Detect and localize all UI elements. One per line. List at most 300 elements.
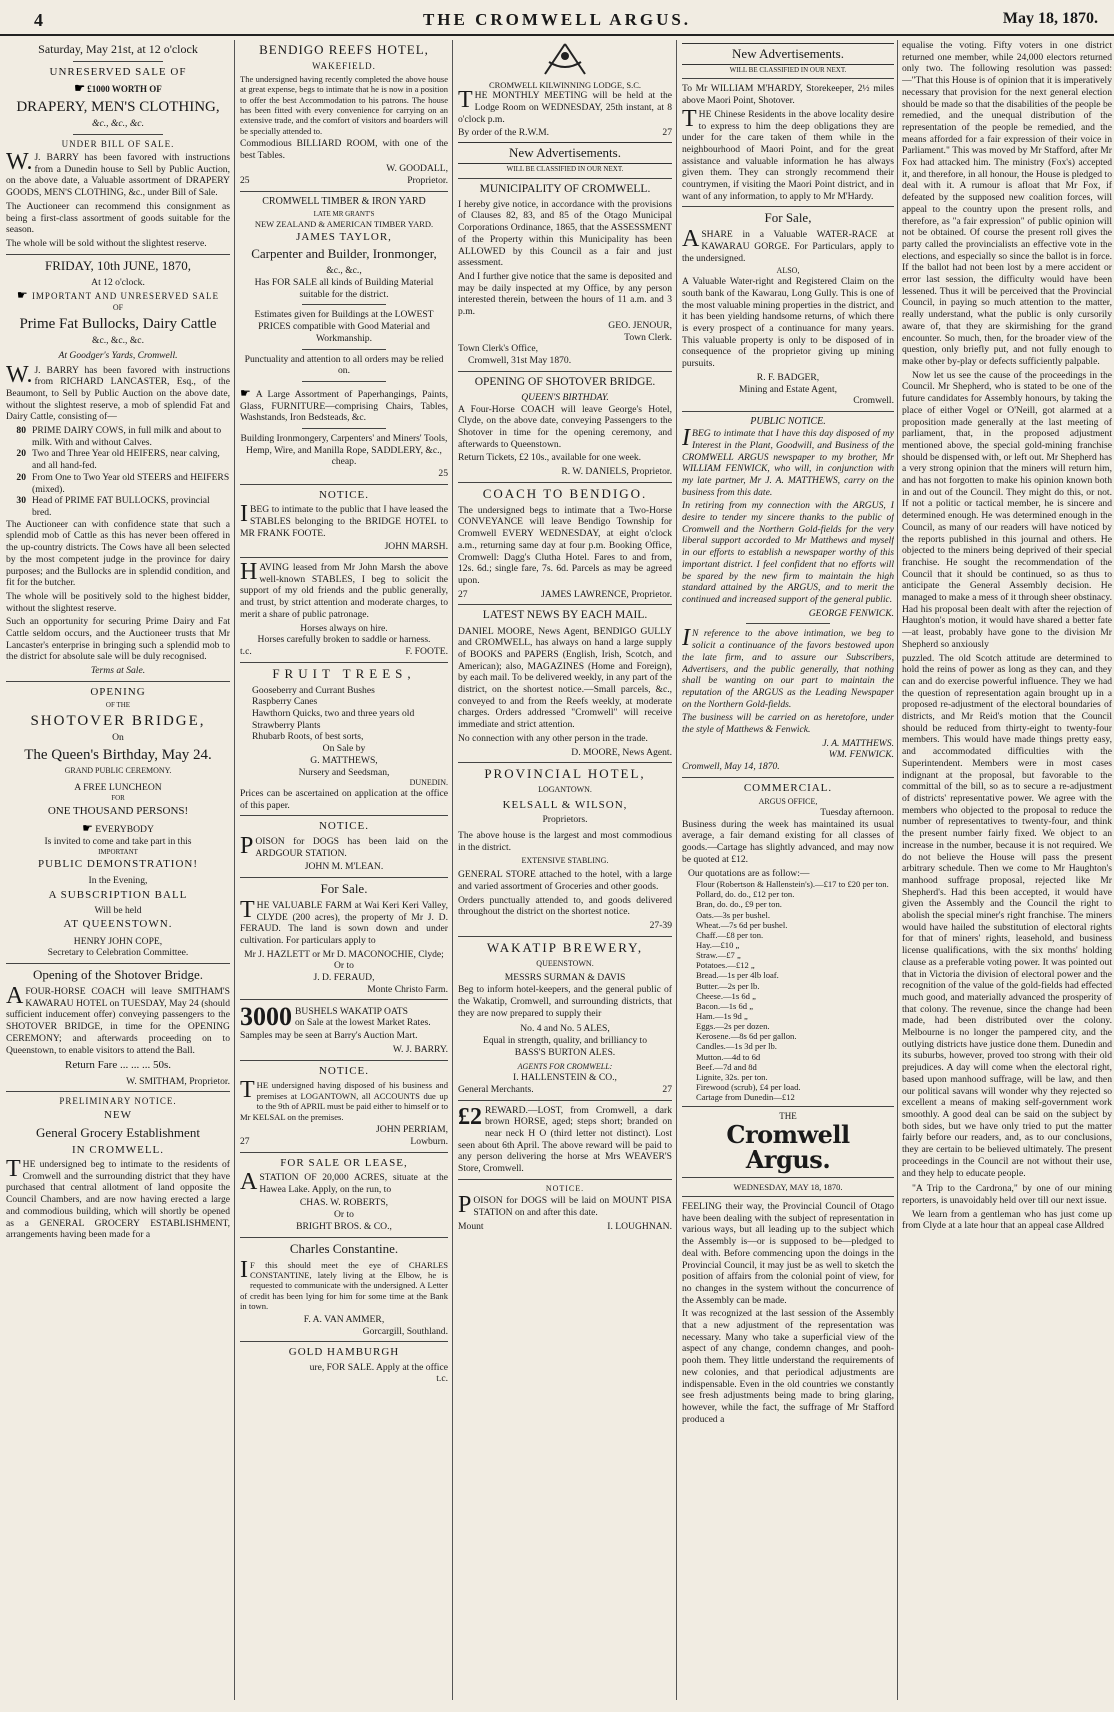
advert-lodge (458, 42, 672, 139)
bridge-important: IMPORTANT (98, 847, 138, 856)
perriam-head: NOTICE. (318, 1064, 370, 1077)
station-head: FOR SALE OR LEASE, (280, 1156, 408, 1169)
divider (240, 877, 448, 878)
price-row: Hay.—£10 „ (696, 940, 740, 951)
section-commercial (682, 782, 894, 1102)
shotover-title: OPENING OF SHOTOVER BRIDGE. (474, 375, 656, 388)
brewery-names: MESSRS SURMAN & DAVIS (504, 972, 626, 984)
newspaper-title: THE CROMWELL ARGUS. (422, 10, 692, 29)
column-4 (682, 40, 894, 1712)
hotel-role: Proprietor. (407, 175, 448, 187)
new-ads-heading: New Advertisements. (682, 43, 894, 65)
fruit-onsale: On Sale by (322, 743, 366, 755)
price-row: Chaff.—£8 per ton. (696, 929, 764, 940)
hotel-footer (240, 175, 448, 187)
coach-body: AFOUR-HORSE COACH will leave SMITHAM'S KAWARAU HOTEL on TUESDAY, May 24 (should sufficient inducement offer) conveying passengers to the SHOTOVER BRIDGE, in time for the OPENING CEREMONY; and afterwards proceeding on to Queenstown, to enable visitors to attend the Ball. (6, 983, 230, 1056)
bendigo-coach-body: The undersigned begs to intimate that a Two-Horse CONVEYANCE will leave Bendigo Township for Cromwell EVERY WEDNESDAY, at eight o'clock a.m., returning same day at four p.m. Booking Office, Cromwell: Dagg's Clutha Hotel. Fares to and from, 12s. 6d.; single fare, 7s. 6d. Parcels as may be agreed upon. (458, 504, 672, 586)
pisa-sig: I. LOUGHNAN. (607, 1220, 672, 1232)
oats-title: BUSHELS WAKATIP OATS (295, 1005, 409, 1017)
advert-constantine (240, 1242, 448, 1338)
municipality-date: Cromwell, 31st May 1870. (468, 354, 572, 366)
divider (458, 936, 672, 937)
cattle-sale (6, 288, 230, 303)
column-rule (452, 40, 453, 1700)
provincial-title: PROVINCIAL HOTEL, (484, 766, 646, 782)
brewery-ales: No. 4 and No. 5 ALES, (520, 1023, 610, 1035)
price-row: Bread.—1s per 4lb loaf. (696, 970, 779, 981)
list-item: 20 From One to Two Year old STEERS and HEIFERS (mixed). (16, 471, 230, 495)
divider (240, 815, 448, 816)
shotover-body-2: Return Tickets, £2 10s., available for one week. (458, 452, 642, 464)
advert-timber-yard (240, 196, 448, 480)
public-notice-date: Cromwell, May 14, 1870. (682, 761, 780, 773)
hotel-billiard: Commodious BILLIARD ROOM, with one of the best Tables. (240, 138, 448, 161)
price-row: Oats.—3s per bushel. (696, 909, 770, 920)
timber-trade: Carpenter and Builder, Ironmonger, (251, 246, 437, 262)
coach-head: Opening of the Shotover Bridge. (32, 967, 204, 983)
advert-shotover-coach (458, 376, 672, 478)
new-ads-heading: New Advertisements. (458, 142, 672, 164)
ref-number: t.c. (436, 1373, 448, 1385)
waterrace-also: ALSO, (776, 266, 800, 276)
waterrace-role: Mining and Estate Agent, (738, 383, 838, 395)
divider (240, 999, 448, 1000)
divider (458, 1100, 672, 1101)
divider (73, 134, 163, 135)
bridge-invited: Is invited to come and take part in this (44, 835, 192, 847)
perriam-sig: JOHN PERRIAM, (376, 1124, 448, 1136)
timber-name: JAMES TAYLOR, (296, 230, 392, 243)
bridge-ball: A SUBSCRIPTION BALL (48, 889, 188, 902)
farm-body: THE VALUABLE FARM at Wai Keri Keri Valley, CLYDE (200 acres), the property of Mr J. D. FERAUD. The land is sown down and under cultivation. For particulars apply to (240, 896, 448, 946)
price-row: Kerosene.—8s 6d per gallon. (696, 1031, 797, 1042)
divider (240, 557, 448, 558)
provincial-names: KELSALL & WILSON, (502, 798, 628, 811)
advert-reward (458, 1105, 672, 1175)
public-notice-body-3: IN reference to the above intimation, we beg to solicit a continuance of the favors bestowed upon the late firm, and to assure our Subscribers, Advertisers, and the public generally, that nothing shall be wanting on our part to maintain the reputation of the ARGUS as the Leading Newspaper on the Northern Gold-fields. (682, 625, 894, 710)
fruit-place: DUNEDIN. (409, 778, 448, 788)
cattle-title: Prime Fat Bullocks, Dairy Cattle (19, 315, 217, 332)
advert-brewery (458, 941, 672, 1096)
advert-foote-stables (240, 559, 448, 658)
bridge-on: On (112, 732, 124, 744)
timber-paper (240, 386, 448, 424)
price-row: Flour (Robertson & Hallenstein's).—£17 to £20 per ton. (696, 879, 889, 890)
divider (458, 482, 672, 483)
list-item: 20 Two and Three Year old HEIFERS, near calving, and all hand-fed. (16, 448, 220, 472)
oats-body: Samples may be seen at Barry's Auction Mart. (240, 1030, 418, 1042)
foote-broken: Horses carefully broken to saddle or harness. (257, 634, 431, 646)
coach-sig: W. SMITHAM, Proprietor. (126, 1075, 230, 1087)
timber-paper-text: A Large Assortment of Paperhangings, Paints, Glass, FURNITURE—comprising Chairs, Tables, Washstands, Iron Bedsteads, &c. (240, 388, 448, 424)
station-sig2: BRIGHT BROS. & CO., (296, 1220, 392, 1232)
cattle-terms: Terms at Sale. (90, 665, 146, 677)
price-row: Firewood (scrub), £4 per load. (696, 1082, 801, 1093)
bridge-opening: OPENING (90, 685, 146, 698)
divider (682, 1177, 894, 1178)
hotel-body: The undersigned having recently completed the above house at great expense, begs to intimate that he is now in a position to offer the best Accommodation to his patrons. The house has been fitted with every convenience for carrying on an extensive trade, and the comfort of visitors and boarders will be specially attended to. (240, 73, 448, 136)
waterrace-body: ASHARE in a Valuable WATER-RACE at KAWARAU GORGE. For Particulars, apply to the undersigned. (682, 226, 894, 264)
oats-head (240, 1004, 448, 1030)
divider (458, 604, 672, 605)
list-item: Rhubarb Roots, of best sorts, (252, 731, 364, 743)
list-item: Hawthorn Quicks, two and three years old (252, 708, 415, 720)
price-row: Eggs.—2s per dozen. (696, 1021, 770, 1032)
lodge-footer (458, 127, 672, 139)
lodge-body: THE MONTHLY MEETING will be held at the Lodge Room on WEDNESDAY, 25th instant, at 8 o'clock p.m. (458, 87, 672, 125)
news-item-clyde: We learn from a gentleman who has just come up from Clyde at a late hour that an appeal case Alldred (902, 1208, 1112, 1232)
shotover-sub: QUEEN'S BIRTHDAY. (521, 391, 609, 403)
advert-hamburgh (240, 1346, 448, 1385)
advert-drapery-sale (6, 43, 230, 250)
sale-worth (6, 81, 230, 96)
advert-notice-perriam (240, 1065, 448, 1148)
divider (458, 371, 672, 372)
notice-sig: JOHN MARSH. (384, 541, 448, 553)
farm-head: For Sale. (320, 880, 368, 896)
cattle-of: OF (112, 302, 124, 312)
leader-body-2: It was recognized at the last session of the Assembly that a new adjustment of the representation was necessary. Many who take a superficial view of the aspect of any change, condemn changes, and pooh-pooh them. They little understand the requirements of new colonies, and that periodical adjustments are indispensable. Even in the old countries we constantly see fresh adjustments being made to bring glaring, however, while the fact, the suffrage of Mr Stafford produced a (682, 1308, 894, 1425)
column-rule (676, 40, 677, 1700)
poison-sig: JOHN M. M'LEAN. (304, 861, 384, 873)
sale-title: DRAPERY, MEN'S CLOTHING, (16, 98, 220, 115)
price-row: Wheat.—7s 6d per bushel. (696, 919, 788, 930)
brewery-role: General Merchants. (458, 1083, 534, 1095)
divider (6, 681, 230, 682)
leader-continued-2: Now let us see the cause of the proceedings in the Council. Mr Shepherd, who is stated to be one of the future candidates for Assembly honours, by taking the place of either Vogel or O'Neill, got alarmed at a proposition made generally at the last meeting of parliament, that, in the proposed adjustment mentioned above, the special gold-mining franchise should be dispensed with, or left out. Mr Shepherd has a very strong opinion that the miners will return him, and has not forgotten to make his opinion known both in and out of the Council. They might do this, or not. If not a politic or tactical member, he is sincere and determined enough. He was determined enough in the Council, as many of our readers will have noticed by the reports published in this journal and others. He objected to the miners being deprived of their special franchise. He sought the recommendation of the Council that it should be continued, so as thus to anticipate the General Assembly decision. He managed to make a mess of it through sheer obstinacy. Had his proposal been dealt with after the rejection of Haughton's motion, it would have shared a better fate—at least, probably have gone to the division Mr Shepherd so anxiously (902, 369, 1112, 650)
brewery-place: QUEENSTOWN. (536, 958, 594, 968)
brewery-sig: I. HALLENSTEIN & CO., (513, 1072, 617, 1084)
cattle-body-2: The Auctioneer can with confidence state that such a splendid mob of Cattle as this has never been offered in the up-country districts. The Cows have all been selected by the most competent judge in the province for dairy purposes; and the Bullocks are in splendid condition, and fit for the butcher. (6, 518, 230, 589)
pisa-head: NOTICE. (545, 1183, 585, 1193)
hotel-sig: W. GOODALL, (386, 163, 448, 175)
farm-apply: Mr J. HAZLETT or Mr D. MACONOCHIE, Clyde; (244, 948, 444, 960)
bendigo-coach-sig: JAMES LAWRENCE, Proprietor. (541, 588, 672, 600)
column-1 (6, 40, 230, 1712)
timber-late: LATE MR GRANT'S (313, 210, 375, 219)
list-item: Raspberry Canes (252, 696, 318, 708)
foote-horses: Horses always on hire. (300, 622, 388, 634)
cattle-sale-text: IMPORTANT AND UNRESERVED SALE (31, 291, 220, 302)
waterrace-sig: R. F. BADGER, (756, 371, 820, 383)
grocery-new: NEW (103, 1109, 133, 1122)
cattle-body-3: The whole will be positively sold to the highest bidder, without the slightest reserve. (6, 590, 230, 614)
advert-cattle-sale (6, 259, 230, 677)
constantine-sig: F. A. VAN AMMER, (303, 1313, 385, 1325)
editorial-the: THE (779, 1111, 797, 1122)
advert-station-lease (240, 1157, 448, 1233)
notice-head: NOTICE. (318, 488, 370, 501)
ref-number: 25 (240, 175, 250, 187)
sale-heading: UNRESERVED SALE OF (49, 65, 187, 78)
provincial-orders: Orders punctually attended to, and goods delivered throughout the district on the shortest notice. (458, 894, 672, 918)
bendigo-coach-title: COACH TO BENDIGO. (482, 485, 648, 501)
new-ads-sub: WILL BE CLASSIFIED IN OUR NEXT. (506, 165, 624, 174)
poison-head: NOTICE. (318, 820, 370, 833)
pisa-footer (458, 1221, 672, 1233)
leader-body: FEELING their way, the Provincial Council of Otago have been dealing with the subject of representation in various ways, but all leading up to the subject which the Assembly is—or is supposed to be—pledged to deal with. Before commencing upon the doings in the Provincial Council, it may just be as well to sketch the position of affairs from the colonial point of view, for no changes in the system without the concurrence of the Assembly can be made. (682, 1201, 894, 1306)
waterrace-body-2: A Valuable Water-right and Registered Claim on the south bank of the Kawarau, Long Gully. This is one of the most valuable mining properties in the district, and it has been yielding handsome returns, of which there is every prospect of a continuance for many years. This valuable property is only to be disposed of in consequence of the proprietor giving up mining pursuits. (682, 276, 894, 370)
news-title: LATEST NEWS BY EACH MAIL. (482, 609, 648, 622)
foote-footer (240, 646, 448, 658)
advert-bendigo-hotel (240, 43, 448, 187)
divider (682, 1106, 894, 1107)
issue-date: May 18, 1870. (1002, 10, 1098, 27)
sale-body: W.J. BARRY has been favored with instructions from a Dunedin house to Sell by Public Auction, on the above date, a Valuable assortment of DRAPERY GOODS, MEN'S CLOTHING, &c., under Bill of Sale. (6, 149, 230, 199)
divider (240, 1237, 448, 1238)
advert-farm-sale (240, 882, 448, 996)
price-row: Cartage from Dunedin—£12 (696, 1092, 795, 1103)
price-row: Mutton.—4d to 6d (696, 1051, 761, 1062)
commercial-office: ARGUS OFFICE, (758, 797, 818, 807)
divider (240, 1060, 448, 1061)
notice-body: IBEG to intimate to the public that I have leased the STABLES belonging to the BRIDGE HOTEL to MR FRANK FOOTE. (240, 501, 448, 539)
divider (240, 191, 448, 192)
cattle-body-4: Such an opportunity for securing Prime Dairy and Fat Cattle seldom occurs, and the Auctioneer trusts that Mr Lancaster's enterprise in bringing such a splendid mob to the district for absolute sale will be duly recognised. (6, 616, 230, 663)
fruit-role: Nursery and Seedsman, (298, 766, 390, 778)
divider (73, 61, 163, 62)
timber-punctuality: Punctuality and attention to all orders may be relied on. (244, 353, 444, 377)
oats-sub: on Sale at the lowest Market Rates. (295, 1017, 431, 1029)
provincial-body: The above house is the largest and most commodious in the district. (458, 830, 672, 853)
municipality-sig: GEO. JENOUR, (608, 319, 672, 331)
advert-water-race (682, 211, 894, 407)
divider (240, 1152, 448, 1153)
ref-number: 27 (240, 1135, 250, 1147)
sale-etc: &c., &c., &c. (92, 118, 144, 130)
farm-place: Monte Christo Farm. (367, 983, 448, 995)
column-rule (234, 40, 235, 1700)
perriam-body: THE undersigned having disposed of his business and premises at LOGANTOWN, all ACCOUNTS due up to the 9th of APRIL must be paid either to himself or to Mr KELSAL on the premises. (240, 1077, 448, 1122)
divider (682, 206, 894, 207)
station-or: Or to (334, 1209, 354, 1221)
farm-sig: J. D. FERAUD, (313, 972, 375, 984)
price-row: Bran, do. do., £9 per ton. (696, 899, 782, 910)
column-3 (458, 40, 672, 1712)
poison-body: POISON for DOGS has been laid on the ARDGOUR STATION. (240, 832, 448, 859)
oats-sig: W. J. BARRY. (392, 1044, 448, 1056)
advert-notice-stables (240, 489, 448, 553)
commercial-day: Tuesday afternoon. (820, 806, 894, 818)
brewery-bass: BASS'S BURTON ALES. (514, 1046, 616, 1058)
editorial-paper-name: Cromwell Argus. (726, 1120, 850, 1175)
cattle-date: FRIDAY, 10th JUNE, 1870, (45, 257, 191, 273)
advert-bendigo-coach (458, 487, 672, 601)
list-item: Gooseberry and Currant Bushes (252, 684, 375, 696)
timber-title: CROMWELL TIMBER & IRON YARD (262, 195, 426, 207)
hamburgh-title: GOLD HAMBURGH (288, 1346, 400, 1359)
bendigo-coach-footer (458, 589, 672, 601)
pisa-body: POISON for DOGS will be laid on MOUNT PISA STATION on and after this date. (458, 1192, 672, 1219)
lodge-order: By order of the R.W.M. (458, 127, 550, 139)
advert-bridge-opening (6, 686, 230, 959)
fruit-title: FRUIT TREES, (272, 665, 416, 681)
new-ads-sub: WILL BE CLASSIFIED IN OUR NEXT. (729, 65, 847, 74)
divider (746, 623, 831, 624)
divider (682, 78, 894, 79)
public-notice-head: PUBLIC NOTICE. (750, 415, 826, 427)
divider (6, 254, 230, 255)
waterrace-head: For Sale, (764, 210, 812, 226)
pointing-hand-icon: ☛ (82, 821, 93, 836)
masthead (0, 6, 1114, 36)
lodge-title: CROMWELL KILWINNING LODGE, S.C. (488, 80, 642, 90)
bridge-evening: In the Evening, (88, 875, 148, 887)
news-body-2: No connection with any other person in the trade. (458, 732, 648, 744)
price-row: Ham.—1s 9d „ (696, 1011, 748, 1022)
brewery-footer (458, 1084, 672, 1096)
brewery-equal: Equal in strength, quality, and brilliancy to (482, 1034, 648, 1046)
news-item-cardrona: "A Trip to the Cardrona," by one of our mining reporters, is unavoidably held over till our next issue. (902, 1183, 1112, 1206)
list-item: 30 Head of PRIME FAT BULLOCKS, provincial bred. (16, 495, 210, 518)
masonic-emblem-icon (535, 42, 595, 78)
ref-number: 27 (458, 588, 468, 600)
provincial-store: GENERAL STORE attached to the hotel, with a large and varied assortment of Groceries and other goods. (458, 869, 672, 892)
public-notice-sig3: WM. FENWICK. (828, 749, 894, 761)
farm-or: Or to (334, 960, 354, 972)
column-rule (897, 40, 898, 1700)
perriam-footer (240, 1136, 448, 1148)
commercial-quote: Our quotations are as follow:— (688, 867, 810, 879)
price-row: Bacon.—1s 6d „ (696, 1000, 754, 1011)
cattle-body: W.J. BARRY has been favored with instructions from RICHARD LANCASTER, Esq., of the Beaumont, to Sell by Public Auction on the above date, without the slightest reserve, a mob of splendid Fat and Dairy Cattle, consisting of— (6, 361, 230, 423)
cattle-list (6, 425, 230, 519)
divider (240, 662, 448, 663)
shotover-body: A Four-Horse COACH will leave George's Hotel, Clyde, on the above date, conveying Passengers to the Shotover in time for the opening ceremony, and afterwards to Queenstown. (458, 403, 672, 450)
mhardy-to: To Mr WILLIAM M'HARDY, Storekeeper, 2½ miles above Maori Point, Shotover. (682, 83, 894, 107)
editorial-date: WEDNESDAY, MAY 18, 1870. (733, 1181, 843, 1192)
divider (6, 963, 230, 964)
list-item: Strawberry Plants (252, 719, 321, 731)
oats-number: 3000 (240, 1002, 292, 1032)
public-notice-sig2: J. A. MATTHEWS. (822, 737, 894, 749)
divider (682, 777, 894, 778)
column-5 (902, 40, 1112, 1712)
foote-body: HAVING leased from Mr John Marsh the above well-known STABLES, I beg to solicit the support of my old friends and the public generally, and trust, by strict attention and moderate charges, to merit a share of public patronage. (240, 559, 448, 620)
divider (302, 428, 385, 429)
leader-continued-3: puzzled. The old Scotch attitude are determined to hold the reins of power as long as they can, and they can and do exercise powerful influence. They we had the question of representation again brought up in a proposed re-adjustment of the electoral boundaries of districts, and Mr Reid's motion that the Council should be reduced from thirty-eight to twenty-four members. This would have made things pretty easy, and accommodated difficulties with the Superintendent. Members were in most cases indignant at the proposal, but favorable to the committal of the bill, so as to secure a re-adjustment of districts' representative power. We agree with the members who objected to the proposal to reduce the number of representatives to twenty-four, and think the present number fairly fixed. We object to an increase in the number, because it is not required. We do not believe the House will pass the present arbitrary schedule. Then we come to Mr Haughton's manhood suffrage proposal, rejected like Mr Shepherd's. Had this been accepted, it would have given the Assembly and the Council the right to abolish the special miner's right franchise. The miners would have hailed the substitution of electoral rights for that of miners' rights, leasehold, and business license qualifications, with the six months' holding clause as a preferable voting power. It was pointed out that in Victoria the division of electoral power and the recognition of the value of the gold-fields had effected much good, and materially advanced the prosperity of that colony. The revenue, since the change had been made, had been distributed over the colony. Melbourne is no longer the pampered city, and the outlying districts have justice done them. Dunedin and its suburbs, however, proved too strong with their old prejudices. A day will come when the electoral right, based upon manhood suffrage, will be law, and then our political savans will wonder why they rejected so excellent a means of making self-government work smoothly. A good deal can be said on the subject by both sides, but we have only tried to put the matter fairly before our readers, and, as to our conclusions, they are certain to be believed ultimately. The present proceedings in the Council are not without their use, and they help to educate people. (902, 652, 1112, 1179)
bridge-lunch: A FREE LUNCHEON (74, 782, 162, 794)
bridge-for: FOR (111, 793, 125, 802)
bridge-demo: PUBLIC DEMONSTRATION! (37, 858, 199, 871)
bridge-held: Will be held (94, 904, 142, 916)
bridge-at: AT QUEENSTOWN. (63, 918, 173, 931)
advert-grocery (6, 1096, 230, 1241)
commercial-head: COMMERCIAL. (743, 781, 833, 794)
sale-body-3: The whole will be sold without the slightest reserve. (6, 237, 207, 249)
pointing-hand-icon: ☛ (16, 288, 29, 303)
column-2 (240, 40, 448, 1712)
advert-oats (240, 1004, 448, 1055)
constantine-head: Charles Constantine. (289, 1240, 399, 1256)
news-body: DANIEL MOORE, News Agent, BENDIGO GULLY and CROMWELL, has always on hand a large supply of BOOKS and PAPERS (English, Irish, Scotch, and American); also, MAGAZINES (Home and Foreign), by each mail. To be delivered weekly, in any part of the district, on the shortest notice.—Small parcels, &c., conveyed to and from the Reefs weekly, at moderate charges. Orders addressed "Cromwell" will receive immediate and strict attention. (458, 625, 672, 731)
divider (240, 1341, 448, 1342)
price-row: Beef.—7d and 8d (696, 1061, 757, 1072)
bridge-title: SHOTOVER BRIDGE, (30, 712, 206, 729)
advert-mhardy (682, 83, 894, 202)
pointing-hand-icon: ☛ (74, 81, 85, 96)
provincial-stabling: EXTENSIVE STABLING. (521, 856, 609, 866)
divider (302, 304, 385, 305)
timber-iron: Building Ironmongery, Carpenters' and Miners' Tools, Hemp, Wire, and Manilla Rope, SADDLERY, &c., cheap. (240, 433, 448, 468)
cattle-place: At Goodger's Yards, Cromwell. (58, 349, 178, 361)
public-notice-body-4: The business will be carried on as heretofore, under the style of Matthews & Fenwick. (682, 712, 894, 736)
advert-public-notice (682, 416, 894, 773)
advert-provincial-hotel (458, 767, 672, 931)
fruit-prices: Prices can be ascertained on application at the office of this paper. (240, 788, 448, 811)
bridge-thousand: ONE THOUSAND PERSONS! (47, 805, 189, 818)
sale-under: UNDER BILL OF SALE. (61, 139, 175, 150)
divider (458, 762, 672, 763)
advert-latest-news (458, 609, 672, 758)
sale-body-2: The Auctioneer can recommend this consignment as being a first-class assortment of goods suitable for the season. (6, 200, 230, 236)
bridge-sigrole: Secretary to Celebration Committee. (47, 947, 189, 959)
municipality-title: MUNICIPALITY OF CROMWELL. (479, 182, 651, 195)
timber-etc: &c., &c., (326, 265, 362, 277)
hamburgh-body: ure, FOR SALE. Apply at the office (309, 1361, 448, 1373)
ref-number: t.c. (240, 645, 252, 657)
divider (6, 1091, 230, 1092)
price-row: Pollard, do. do., £12 per ton. (696, 889, 795, 900)
divider (682, 1196, 894, 1197)
price-row: Candles.—1s 3d per lb. (696, 1041, 777, 1052)
fruit-list (240, 685, 448, 744)
bridge-everybody-text: EVERYBODY (95, 824, 154, 836)
grocery-title: General Grocery Establishment (36, 1124, 200, 1140)
ref-number: 27 (662, 1083, 672, 1095)
hotel-place: WAKEFIELD. (312, 60, 376, 71)
bridge-ofthe: OF THE (105, 701, 131, 710)
price-row: Lignite, 32s. per ton. (696, 1071, 768, 1082)
commercial-prices (682, 879, 894, 1102)
shotover-sig: R. W. DANIELS, Proprietor. (561, 466, 672, 478)
cattle-time: At 12 o'clock. (91, 276, 145, 288)
ref-number: 27 (662, 127, 672, 139)
grocery-in: IN CROMWELL. (71, 1143, 165, 1156)
sale-worth-text: £1000 WORTH OF (87, 84, 162, 95)
bridge-everybody (6, 821, 230, 836)
timber-estimates: Estimates given for Buildings at the LOWEST PRICES compatible with Good Material and Workmanship. (254, 309, 434, 344)
waterrace-place: Cromwell. (853, 395, 894, 407)
brewery-title: WAKATIP BREWERY, (486, 939, 644, 955)
public-notice-sig: GEORGE FENWICK. (808, 607, 894, 619)
reward-body (458, 1105, 672, 1175)
timber-nz: NEW ZEALAND & AMERICAN TIMBER YARD. (254, 218, 434, 229)
pointing-hand-icon: ☛ (240, 385, 251, 400)
advert-notice-poison (240, 820, 448, 873)
commercial-body: Business during the week has maintained its usual average, a fair demand existing for all classes of goods.—Cartage has slightly advanced, and may now be quoted at £12. (682, 818, 894, 865)
advert-municipality (458, 183, 672, 367)
news-sig: D. MOORE, News Agent. (571, 746, 672, 758)
bridge-day: The Queen's Birthday, May 24. (24, 746, 212, 763)
pisa-place: Mount (458, 1220, 484, 1232)
bridge-sig: HENRY JOHN COPE, (73, 935, 163, 947)
municipality-body: I hereby give notice, in accordance with the provisions of Clauses 82, 83, and 85 of the Otago Municipal Corporations Ordinance, 1865, that the ASSESSMENT of the Property within this Municipality has been ALLOWED by this Council as a fair and just assessment. (458, 198, 672, 269)
oats-titles (295, 1006, 431, 1029)
constantine-place: Gorcargill, Southland. (362, 1325, 448, 1337)
provincial-place: LOGANTOWN. (538, 785, 592, 795)
editorial-leader (682, 1201, 894, 1425)
brewery-body: Beg to inform hotel-keepers, and the general public of the Wakatip, Cromwell, and surrounding districts, that they are now prepared to supply their (458, 984, 672, 1019)
constantine-body: IF this should meet the eye of CHARLES CONSTANTINE, lately living at the Elbow, he is requested to communicate with the undersigned. A Letter of credit has been lying for him for some time at the Bank in town. (240, 1256, 448, 1312)
reward-text: REWARD.—LOST, from Cromwell, a dark brown HORSE, aged; steps short; branded on near neck H O (third letter not distinct). Lost seen about 6th April. The above reward will be paid to any person delivering the horse at Mrs WEAVER'S Store, Cromwell. (458, 1104, 672, 1175)
divider (240, 484, 448, 485)
divider (302, 349, 385, 350)
coach-fare: Return Fare ... ... ... 50s. (64, 1059, 171, 1072)
hotel-title: BENDIGO REEFS HOTEL, (259, 42, 429, 57)
ref-number: 25 (438, 468, 448, 480)
reward-amount: £2 (458, 1103, 482, 1130)
